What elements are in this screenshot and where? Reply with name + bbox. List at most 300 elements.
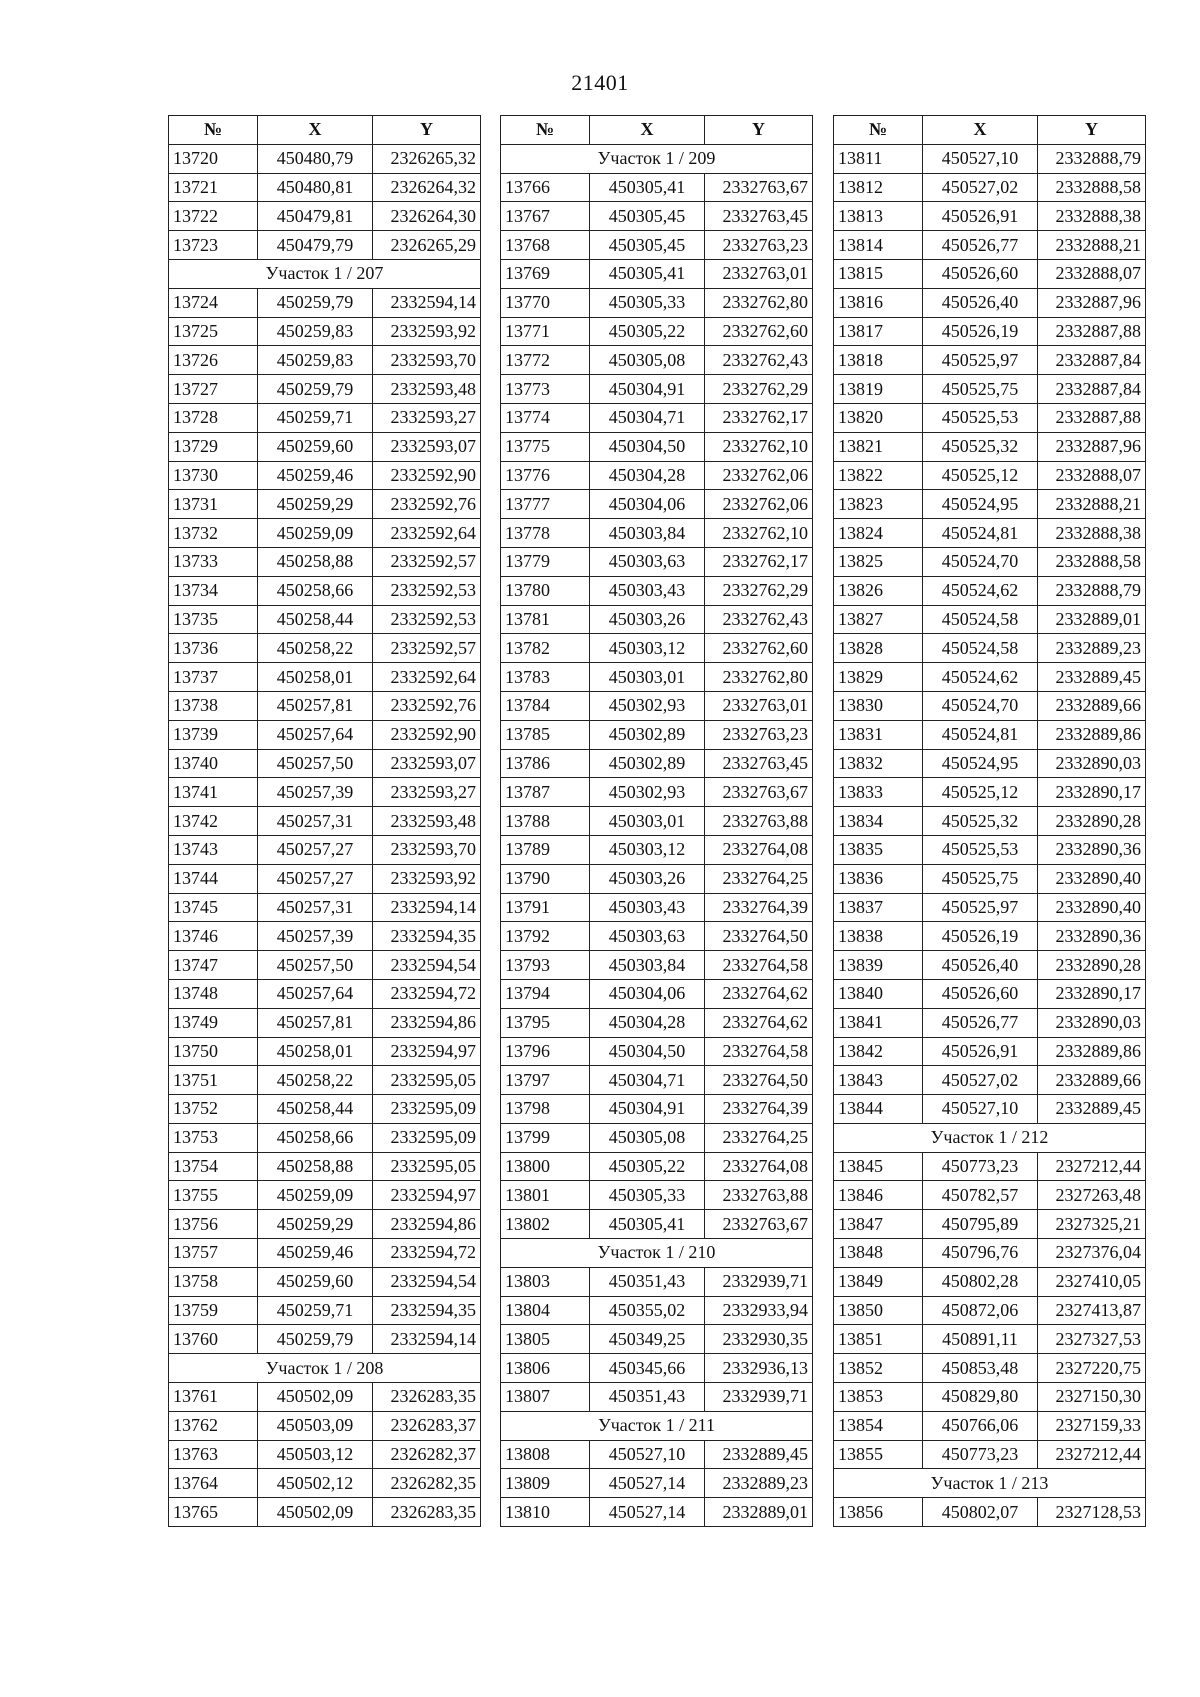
- table-row: [169, 202, 481, 231]
- x-coordinate-cell: 450526,40: [923, 951, 1038, 980]
- point-number-cell: 13720: [169, 144, 258, 173]
- x-coordinate-cell: 450305,22: [590, 1152, 705, 1181]
- y-coordinate-cell: 2332595,09: [373, 1095, 481, 1124]
- column-header-y: Y: [1038, 116, 1146, 145]
- y-coordinate-cell: 2332888,58: [1038, 173, 1146, 202]
- y-coordinate-cell: 2332763,01: [705, 691, 813, 720]
- y-coordinate-cell: 2332762,17: [705, 547, 813, 576]
- x-coordinate-cell: 450526,19: [923, 922, 1038, 951]
- point-number-cell: 13726: [169, 346, 258, 375]
- y-coordinate-cell: 2332763,88: [705, 807, 813, 836]
- y-coordinate-cell: 2332593,07: [373, 749, 481, 778]
- y-coordinate-cell: 2332592,53: [373, 605, 481, 634]
- point-number-cell: 13750: [169, 1037, 258, 1066]
- point-number-cell: 13851: [834, 1325, 923, 1354]
- x-coordinate-cell: 450527,02: [923, 1066, 1038, 1095]
- table-row: [501, 1440, 813, 1469]
- point-number-cell: 13776: [501, 461, 590, 490]
- point-number-cell: 13816: [834, 288, 923, 317]
- y-coordinate-cell: 2332889,23: [1038, 634, 1146, 663]
- y-coordinate-cell: 2326283,35: [373, 1383, 481, 1412]
- table-row: [834, 461, 1146, 490]
- table-row: [169, 1239, 481, 1268]
- point-number-cell: 13822: [834, 461, 923, 490]
- x-coordinate-cell: 450525,97: [923, 346, 1038, 375]
- y-coordinate-cell: 2332889,66: [1038, 691, 1146, 720]
- point-number-cell: 13774: [501, 403, 590, 432]
- x-coordinate-cell: 450303,12: [590, 634, 705, 663]
- point-number-cell: 13728: [169, 403, 258, 432]
- y-coordinate-cell: 2332889,45: [705, 1440, 813, 1469]
- point-number-cell: 13737: [169, 663, 258, 692]
- table-row: [834, 1066, 1146, 1095]
- table-row: [834, 1354, 1146, 1383]
- table-row: [169, 432, 481, 461]
- point-number-cell: 13820: [834, 403, 923, 432]
- y-coordinate-cell: 2326265,32: [373, 144, 481, 173]
- table-row: [501, 1210, 813, 1239]
- x-coordinate-cell: 450304,50: [590, 1037, 705, 1066]
- x-coordinate-cell: 450524,81: [923, 720, 1038, 749]
- table-row: [501, 893, 813, 922]
- y-coordinate-cell: 2332593,27: [373, 778, 481, 807]
- y-coordinate-cell: 2326283,37: [373, 1411, 481, 1440]
- y-coordinate-cell: 2332593,27: [373, 403, 481, 432]
- x-coordinate-cell: 450303,84: [590, 519, 705, 548]
- table-row: [169, 1008, 481, 1037]
- x-coordinate-cell: 450304,06: [590, 979, 705, 1008]
- y-coordinate-cell: 2332594,35: [373, 1296, 481, 1325]
- point-number-cell: 13842: [834, 1037, 923, 1066]
- y-coordinate-cell: 2332592,90: [373, 461, 481, 490]
- point-number-cell: 13795: [501, 1008, 590, 1037]
- x-coordinate-cell: 450303,01: [590, 663, 705, 692]
- y-coordinate-cell: 2332764,50: [705, 1066, 813, 1095]
- x-coordinate-cell: 450891,11: [923, 1325, 1038, 1354]
- y-coordinate-cell: 2332890,36: [1038, 835, 1146, 864]
- y-coordinate-cell: 2332592,64: [373, 519, 481, 548]
- column-header-x: X: [258, 116, 373, 145]
- point-number-cell: 13757: [169, 1239, 258, 1268]
- point-number-cell: 13725: [169, 317, 258, 346]
- column-header-x: X: [590, 116, 705, 145]
- point-number-cell: 13786: [501, 749, 590, 778]
- point-number-cell: 13788: [501, 807, 590, 836]
- x-coordinate-cell: 450303,12: [590, 835, 705, 864]
- table-row: [834, 346, 1146, 375]
- y-coordinate-cell: 2332887,96: [1038, 288, 1146, 317]
- y-coordinate-cell: 2327220,75: [1038, 1354, 1146, 1383]
- point-number-cell: 13775: [501, 432, 590, 461]
- table-row: [169, 1440, 481, 1469]
- y-coordinate-cell: 2332888,38: [1038, 202, 1146, 231]
- table-row: [501, 317, 813, 346]
- point-number-cell: 13766: [501, 173, 590, 202]
- point-number-cell: 13827: [834, 605, 923, 634]
- section-header-row: [501, 1411, 813, 1440]
- x-coordinate-cell: 450503,12: [258, 1440, 373, 1469]
- point-number-cell: 13837: [834, 893, 923, 922]
- x-coordinate-cell: 450259,79: [258, 375, 373, 404]
- point-number-cell: 13791: [501, 893, 590, 922]
- coordinates-table-2: [500, 115, 813, 1527]
- x-coordinate-cell: 450258,88: [258, 1152, 373, 1181]
- y-coordinate-cell: 2332592,76: [373, 691, 481, 720]
- table-row: [501, 749, 813, 778]
- x-coordinate-cell: 450502,12: [258, 1469, 373, 1498]
- y-coordinate-cell: 2332764,39: [705, 1095, 813, 1124]
- point-number-cell: 13807: [501, 1383, 590, 1412]
- y-coordinate-cell: 2332930,35: [705, 1325, 813, 1354]
- point-number-cell: 13830: [834, 691, 923, 720]
- y-coordinate-cell: 2332595,05: [373, 1066, 481, 1095]
- point-number-cell: 13832: [834, 749, 923, 778]
- x-coordinate-cell: 450526,60: [923, 259, 1038, 288]
- y-coordinate-cell: 2327410,05: [1038, 1267, 1146, 1296]
- y-coordinate-cell: 2332888,58: [1038, 547, 1146, 576]
- table-row: [501, 375, 813, 404]
- x-coordinate-cell: 450259,29: [258, 490, 373, 519]
- point-number-cell: 13782: [501, 634, 590, 663]
- table-row: [834, 951, 1146, 980]
- point-number-cell: 13833: [834, 778, 923, 807]
- y-coordinate-cell: 2332889,66: [1038, 1066, 1146, 1095]
- x-coordinate-cell: 450304,06: [590, 490, 705, 519]
- point-number-cell: 13769: [501, 259, 590, 288]
- point-number-cell: 13849: [834, 1267, 923, 1296]
- table-row: [169, 1498, 481, 1527]
- y-coordinate-cell: 2326283,35: [373, 1498, 481, 1527]
- y-coordinate-cell: 2332764,62: [705, 1008, 813, 1037]
- table-row: [501, 951, 813, 980]
- x-coordinate-cell: 450302,89: [590, 720, 705, 749]
- x-coordinate-cell: 450526,77: [923, 231, 1038, 260]
- point-number-cell: 13749: [169, 1008, 258, 1037]
- x-coordinate-cell: 450259,71: [258, 1296, 373, 1325]
- x-coordinate-cell: 450257,64: [258, 979, 373, 1008]
- point-number-cell: 13771: [501, 317, 590, 346]
- x-coordinate-cell: 450525,12: [923, 461, 1038, 490]
- table-row: [501, 1383, 813, 1412]
- y-coordinate-cell: 2326265,29: [373, 231, 481, 260]
- point-number-cell: 13787: [501, 778, 590, 807]
- x-coordinate-cell: 450258,22: [258, 1066, 373, 1095]
- table-row: [501, 1123, 813, 1152]
- y-coordinate-cell: 2332763,67: [705, 173, 813, 202]
- y-coordinate-cell: 2327128,53: [1038, 1498, 1146, 1527]
- table-row: [169, 893, 481, 922]
- y-coordinate-cell: 2332592,76: [373, 490, 481, 519]
- point-number-cell: 13855: [834, 1440, 923, 1469]
- table-row: [834, 720, 1146, 749]
- table-row: [169, 749, 481, 778]
- column-header-x: X: [923, 116, 1038, 145]
- x-coordinate-cell: 450525,75: [923, 864, 1038, 893]
- point-number-cell: 13831: [834, 720, 923, 749]
- table-row: [834, 375, 1146, 404]
- section-title: Участок 1 / 211: [501, 1411, 813, 1440]
- x-coordinate-cell: 450304,28: [590, 1008, 705, 1037]
- table-row: [501, 259, 813, 288]
- y-coordinate-cell: 2332888,21: [1038, 490, 1146, 519]
- table-row: [834, 1152, 1146, 1181]
- x-coordinate-cell: 450527,14: [590, 1498, 705, 1527]
- table-row: [501, 173, 813, 202]
- x-coordinate-cell: 450258,01: [258, 1037, 373, 1066]
- y-coordinate-cell: 2332887,84: [1038, 346, 1146, 375]
- table-row: [169, 605, 481, 634]
- point-number-cell: 13772: [501, 346, 590, 375]
- point-number-cell: 13724: [169, 288, 258, 317]
- point-number-cell: 13823: [834, 490, 923, 519]
- table-row: [834, 1383, 1146, 1412]
- table-row: [169, 979, 481, 1008]
- point-number-cell: 13843: [834, 1066, 923, 1095]
- point-number-cell: 13785: [501, 720, 590, 749]
- x-coordinate-cell: 450257,81: [258, 691, 373, 720]
- x-coordinate-cell: 450305,22: [590, 317, 705, 346]
- x-coordinate-cell: 450303,26: [590, 605, 705, 634]
- x-coordinate-cell: 450304,71: [590, 1066, 705, 1095]
- x-coordinate-cell: 450305,45: [590, 231, 705, 260]
- x-coordinate-cell: 450526,91: [923, 1037, 1038, 1066]
- x-coordinate-cell: 450525,97: [923, 893, 1038, 922]
- y-coordinate-cell: 2332593,70: [373, 835, 481, 864]
- table-row: [169, 778, 481, 807]
- table-row: [169, 576, 481, 605]
- x-coordinate-cell: 450526,77: [923, 1008, 1038, 1037]
- table-row: [501, 663, 813, 692]
- point-number-cell: 13765: [169, 1498, 258, 1527]
- y-coordinate-cell: 2332887,88: [1038, 317, 1146, 346]
- x-coordinate-cell: 450524,58: [923, 634, 1038, 663]
- point-number-cell: 13836: [834, 864, 923, 893]
- point-number-cell: 13747: [169, 951, 258, 980]
- x-coordinate-cell: 450525,75: [923, 375, 1038, 404]
- x-coordinate-cell: 450525,32: [923, 432, 1038, 461]
- y-coordinate-cell: 2332594,54: [373, 951, 481, 980]
- y-coordinate-cell: 2332593,92: [373, 864, 481, 893]
- table-row: [834, 1498, 1146, 1527]
- point-number-cell: 13736: [169, 634, 258, 663]
- x-coordinate-cell: 450527,14: [590, 1469, 705, 1498]
- y-coordinate-cell: 2332762,29: [705, 375, 813, 404]
- point-number-cell: 13784: [501, 691, 590, 720]
- y-coordinate-cell: 2332592,57: [373, 634, 481, 663]
- table-row: [169, 1210, 481, 1239]
- y-coordinate-cell: 2327325,21: [1038, 1210, 1146, 1239]
- point-number-cell: 13829: [834, 663, 923, 692]
- x-coordinate-cell: 450303,01: [590, 807, 705, 836]
- y-coordinate-cell: 2332592,57: [373, 547, 481, 576]
- table-row: [169, 634, 481, 663]
- point-number-cell: 13773: [501, 375, 590, 404]
- y-coordinate-cell: 2332762,43: [705, 346, 813, 375]
- x-coordinate-cell: 450305,41: [590, 1210, 705, 1239]
- table-row: [501, 1354, 813, 1383]
- table-row: [834, 778, 1146, 807]
- x-coordinate-cell: 450259,09: [258, 519, 373, 548]
- y-coordinate-cell: 2332889,86: [1038, 720, 1146, 749]
- x-coordinate-cell: 450302,93: [590, 691, 705, 720]
- y-coordinate-cell: 2332890,17: [1038, 778, 1146, 807]
- x-coordinate-cell: 450258,44: [258, 605, 373, 634]
- table-row: [501, 288, 813, 317]
- table-row: [501, 432, 813, 461]
- table-row: [169, 1383, 481, 1412]
- point-number-cell: 13814: [834, 231, 923, 260]
- table-row: [169, 519, 481, 548]
- section-title: Участок 1 / 208: [169, 1354, 481, 1383]
- table-row: [834, 634, 1146, 663]
- y-coordinate-cell: 2332593,92: [373, 317, 481, 346]
- y-coordinate-cell: 2332764,62: [705, 979, 813, 1008]
- table-row: [834, 807, 1146, 836]
- x-coordinate-cell: 450795,89: [923, 1210, 1038, 1239]
- table-row: [501, 1498, 813, 1527]
- point-number-cell: 13838: [834, 922, 923, 951]
- table-row: [501, 403, 813, 432]
- y-coordinate-cell: 2332888,79: [1038, 144, 1146, 173]
- table-row: [169, 1181, 481, 1210]
- point-number-cell: 13846: [834, 1181, 923, 1210]
- x-coordinate-cell: 450524,81: [923, 519, 1038, 548]
- table-row: [834, 979, 1146, 1008]
- point-number-cell: 13738: [169, 691, 258, 720]
- x-coordinate-cell: 450526,19: [923, 317, 1038, 346]
- y-coordinate-cell: 2332594,54: [373, 1267, 481, 1296]
- x-coordinate-cell: 450257,39: [258, 922, 373, 951]
- x-coordinate-cell: 450259,46: [258, 1239, 373, 1268]
- table-row: [169, 951, 481, 980]
- x-coordinate-cell: 450524,62: [923, 663, 1038, 692]
- y-coordinate-cell: 2332595,05: [373, 1152, 481, 1181]
- y-coordinate-cell: 2332594,97: [373, 1037, 481, 1066]
- y-coordinate-cell: 2332763,45: [705, 202, 813, 231]
- table-row: [834, 749, 1146, 778]
- point-number-cell: 13744: [169, 864, 258, 893]
- table-row: [834, 663, 1146, 692]
- y-coordinate-cell: 2332762,10: [705, 432, 813, 461]
- point-number-cell: 13810: [501, 1498, 590, 1527]
- point-number-cell: 13826: [834, 576, 923, 605]
- table-row: [501, 547, 813, 576]
- point-number-cell: 13841: [834, 1008, 923, 1037]
- table-row: [169, 1469, 481, 1498]
- table-row: [501, 1037, 813, 1066]
- y-coordinate-cell: 2332592,90: [373, 720, 481, 749]
- table-row: [169, 1066, 481, 1095]
- y-coordinate-cell: 2327413,87: [1038, 1296, 1146, 1325]
- column-header-y: Y: [373, 116, 481, 145]
- point-number-cell: 13801: [501, 1181, 590, 1210]
- x-coordinate-cell: 450524,70: [923, 691, 1038, 720]
- y-coordinate-cell: 2332888,07: [1038, 259, 1146, 288]
- point-number-cell: 13732: [169, 519, 258, 548]
- y-coordinate-cell: 2327212,44: [1038, 1152, 1146, 1181]
- x-coordinate-cell: 450349,25: [590, 1325, 705, 1354]
- y-coordinate-cell: 2332762,06: [705, 490, 813, 519]
- y-coordinate-cell: 2332888,07: [1038, 461, 1146, 490]
- table-row: [169, 864, 481, 893]
- point-number-cell: 13840: [834, 979, 923, 1008]
- table-row: [834, 691, 1146, 720]
- point-number-cell: 13805: [501, 1325, 590, 1354]
- y-coordinate-cell: 2332594,86: [373, 1008, 481, 1037]
- y-coordinate-cell: 2332762,60: [705, 317, 813, 346]
- x-coordinate-cell: 450303,63: [590, 547, 705, 576]
- section-header-row: [501, 1239, 813, 1268]
- y-coordinate-cell: 2332762,10: [705, 519, 813, 548]
- column-header-number: №: [169, 116, 258, 145]
- coordinates-table-3: [833, 115, 1146, 1527]
- y-coordinate-cell: 2327263,48: [1038, 1181, 1146, 1210]
- x-coordinate-cell: 450524,62: [923, 576, 1038, 605]
- y-coordinate-cell: 2327150,30: [1038, 1383, 1146, 1412]
- point-number-cell: 13856: [834, 1498, 923, 1527]
- y-coordinate-cell: 2332890,28: [1038, 951, 1146, 980]
- x-coordinate-cell: 450853,48: [923, 1354, 1038, 1383]
- table-row: [169, 288, 481, 317]
- table-row: [834, 547, 1146, 576]
- point-number-cell: 13768: [501, 231, 590, 260]
- x-coordinate-cell: 450527,02: [923, 173, 1038, 202]
- x-coordinate-cell: 450303,63: [590, 922, 705, 951]
- y-coordinate-cell: 2332888,38: [1038, 519, 1146, 548]
- y-coordinate-cell: 2332764,08: [705, 835, 813, 864]
- point-number-cell: 13723: [169, 231, 258, 260]
- point-number-cell: 13824: [834, 519, 923, 548]
- point-number-cell: 13780: [501, 576, 590, 605]
- table-row: [834, 403, 1146, 432]
- point-number-cell: 13777: [501, 490, 590, 519]
- y-coordinate-cell: 2332764,58: [705, 1037, 813, 1066]
- y-coordinate-cell: 2332939,71: [705, 1267, 813, 1296]
- table-row: [169, 720, 481, 749]
- section-title: Участок 1 / 212: [834, 1123, 1146, 1152]
- x-coordinate-cell: 450304,71: [590, 403, 705, 432]
- table-row: [834, 1095, 1146, 1124]
- y-coordinate-cell: 2332890,03: [1038, 1008, 1146, 1037]
- table-row: [834, 490, 1146, 519]
- x-coordinate-cell: 450304,91: [590, 1095, 705, 1124]
- table-row: [501, 1008, 813, 1037]
- x-coordinate-cell: 450351,43: [590, 1267, 705, 1296]
- table-row: [501, 864, 813, 893]
- table-row: [169, 1296, 481, 1325]
- x-coordinate-cell: 450259,29: [258, 1210, 373, 1239]
- x-coordinate-cell: 450305,08: [590, 1123, 705, 1152]
- x-coordinate-cell: 450305,41: [590, 173, 705, 202]
- x-coordinate-cell: 450351,43: [590, 1383, 705, 1412]
- y-coordinate-cell: 2332594,86: [373, 1210, 481, 1239]
- point-number-cell: 13746: [169, 922, 258, 951]
- y-coordinate-cell: 2332594,35: [373, 922, 481, 951]
- y-coordinate-cell: 2332762,80: [705, 663, 813, 692]
- point-number-cell: 13751: [169, 1066, 258, 1095]
- table-row: [169, 1325, 481, 1354]
- y-coordinate-cell: 2332887,96: [1038, 432, 1146, 461]
- table-row: [834, 1440, 1146, 1469]
- y-coordinate-cell: 2332764,25: [705, 864, 813, 893]
- x-coordinate-cell: 450525,32: [923, 807, 1038, 836]
- y-coordinate-cell: 2332764,39: [705, 893, 813, 922]
- point-number-cell: 13850: [834, 1296, 923, 1325]
- point-number-cell: 13770: [501, 288, 590, 317]
- x-coordinate-cell: 450258,66: [258, 576, 373, 605]
- point-number-cell: 13754: [169, 1152, 258, 1181]
- table-row: [501, 1267, 813, 1296]
